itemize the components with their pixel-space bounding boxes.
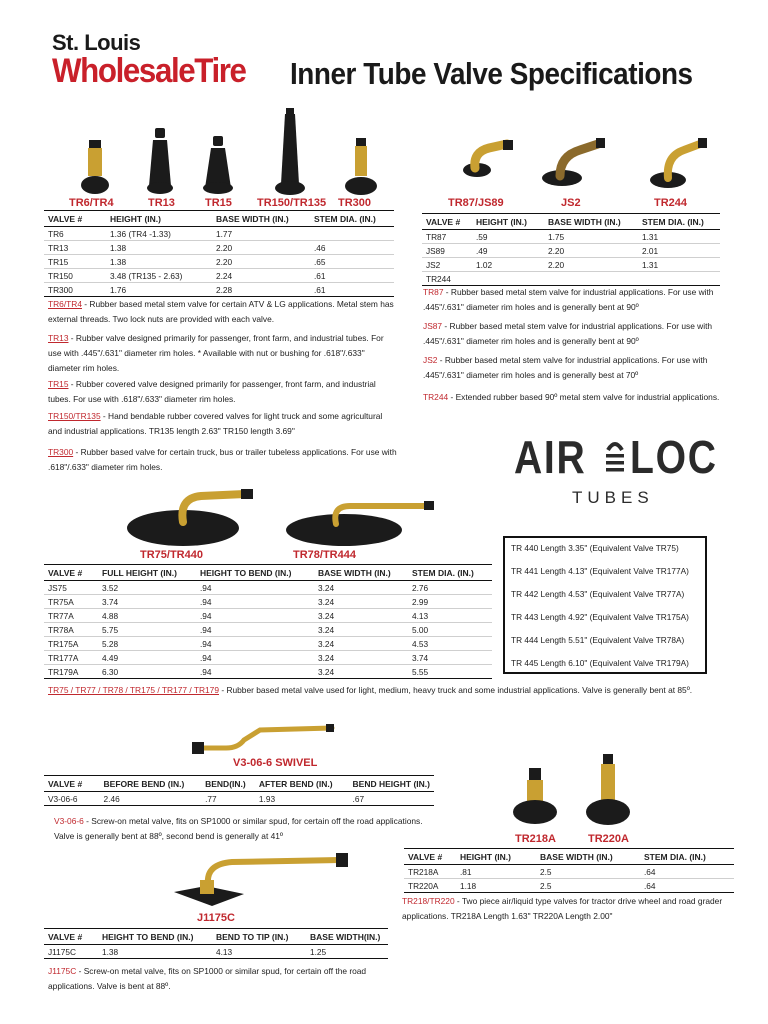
valve-label-tr6: TR6/TR4: [69, 197, 114, 209]
desc-text: - Hand bendable rubber covered valves for light truck and some agricultural and industrial applications. TR135 length 2.63" TR150 length 3.69": [48, 411, 383, 436]
table-row: [44, 581, 492, 595]
desc-text: - Rubber based metal stem valve for industrial applications. For use with .445"/.631" diameter rim holes and is generally bent at 90º: [423, 287, 714, 312]
airloc-item: TR 445 Length 6.10" (Equivalent Valve TR179A): [511, 658, 689, 668]
table-row: [44, 269, 394, 283]
desc-code: V3-06-6: [54, 816, 84, 826]
col-height: HEIGHT (IN.): [106, 211, 212, 227]
airloc-item: TR 441 Length 4.13" (Equivalent Valve TR177A): [511, 566, 689, 576]
table-row: [404, 879, 734, 893]
cell: .94: [196, 637, 314, 651]
airloc-equivalents-box: [503, 536, 707, 674]
cell: .81: [456, 865, 536, 879]
valve-label-tr150: TR150/TR135: [257, 197, 327, 209]
desc-code: TR150/TR135: [48, 411, 101, 421]
airloc-word-left: AIR: [514, 431, 587, 483]
airloc-sub: TUBES: [572, 488, 654, 507]
cell: .94: [196, 651, 314, 665]
tr6-valve-image: [80, 140, 110, 195]
valve-label-j1175c: J1175C: [197, 912, 235, 924]
cell: 3.24: [314, 595, 408, 609]
desc-tr75-group: [48, 683, 738, 698]
desc-code: TR218/TR220: [402, 896, 455, 906]
cell: [310, 227, 394, 241]
col-full-height: FULL HEIGHT (IN.): [98, 565, 196, 581]
cell: TR6: [44, 227, 106, 241]
cell: .64: [640, 865, 734, 879]
desc-code: TR87: [423, 287, 444, 297]
cell: 1.38: [106, 241, 212, 255]
desc-tr13: [48, 331, 393, 376]
col-bend: BEND(IN.): [201, 776, 255, 792]
group6-spec-table: [44, 928, 388, 959]
airloc-item: TR 443 Length 4.92" (Equivalent Valve TR175A): [511, 612, 689, 622]
cell: 5.28: [98, 637, 196, 651]
col-stem-dia: STEM DIA. (IN.): [310, 211, 394, 227]
cell: V3-06-6: [44, 792, 100, 806]
table-row: [44, 595, 492, 609]
cell: 5.55: [408, 665, 492, 679]
tr218a-valve-image: [512, 768, 558, 828]
tr220a-valve-image: [585, 754, 631, 828]
cell: TR87: [422, 230, 472, 244]
col-height: HEIGHT (IN.): [456, 849, 536, 865]
table-row: [422, 244, 720, 258]
col-stem-dia: STEM DIA. (IN.): [640, 849, 734, 865]
cell: 2.46: [100, 792, 202, 806]
cell: 3.24: [314, 581, 408, 595]
cell: TR75A: [44, 595, 98, 609]
group5-spec-table: [404, 848, 734, 893]
cell: 2.24: [212, 269, 310, 283]
tr78-valve-image: [286, 500, 436, 548]
cell: .49: [472, 244, 544, 258]
cell: TR179A: [44, 665, 98, 679]
cell: TR220A: [404, 879, 456, 893]
table-row: [44, 651, 492, 665]
cell: 3.24: [314, 609, 408, 623]
desc-text: - Screw-on metal valve, fits on SP1000 or similar spud, for certain off the road applications. Valve is generally bent at 88º, second bend is generally at 41º: [54, 816, 423, 841]
cell: 1.31: [638, 258, 720, 272]
cell: [638, 272, 720, 286]
cell: 3.24: [314, 665, 408, 679]
valve-label-js2: JS2: [561, 197, 581, 209]
col-valve: VALVE #: [404, 849, 456, 865]
table-row: [422, 258, 720, 272]
group4-spec-table: [44, 775, 434, 806]
desc-text: - Screw-on metal valve, fits on SP1000 or similar spud, for certain off the road applications. Valve is bent at 88º.: [48, 966, 367, 991]
cell: .61: [310, 269, 394, 283]
desc-text: - Two piece air/liquid type valves for tractor drive wheel and road grader applications. TR218A Length 1.63" TR220A Length 2.00": [402, 896, 723, 921]
desc-code: JS87: [423, 321, 443, 331]
cell: TR175A: [44, 637, 98, 651]
cell: TR177A: [44, 651, 98, 665]
table-row: [422, 272, 720, 286]
cell: 4.13: [408, 609, 492, 623]
cell: 4.53: [408, 637, 492, 651]
valve-label-tr220a: TR220A: [588, 833, 629, 845]
page-title: Inner Tube Valve Specifications: [290, 56, 693, 91]
j1175c-valve-image: [172, 850, 352, 910]
desc-code: TR75 / TR77 / TR78 / TR175 / TR177 / TR179: [48, 685, 219, 695]
cell: [544, 272, 638, 286]
col-valve: VALVE #: [44, 929, 98, 945]
cell: TR244: [422, 272, 472, 286]
desc-tr87: [423, 285, 723, 315]
desc-code: TR6/TR4: [48, 299, 82, 309]
desc-tr300: [48, 445, 398, 475]
group3-spec-table: [44, 564, 492, 679]
airloc-item: TR 440 Length 3.35" (Equivalent Valve TR75): [511, 543, 679, 553]
valve-label-tr244: TR244: [654, 197, 688, 209]
table-row: [44, 609, 492, 623]
col-valve: VALVE #: [44, 776, 100, 792]
col-base-width: BASE WIDTH (IN.): [212, 211, 310, 227]
cell: 5.75: [98, 623, 196, 637]
cell: 1.93: [255, 792, 349, 806]
desc-text: - Rubber based metal valve used for light, medium, heavy truck and some industrial applications. Valve is generally bent at 85º.: [219, 685, 693, 695]
desc-tr15: [48, 377, 388, 407]
cell: 1.77: [212, 227, 310, 241]
col-after-bend: AFTER BEND (IN.): [255, 776, 349, 792]
cell: 2.76: [408, 581, 492, 595]
desc-tr150: [48, 409, 393, 439]
cell: 1.38: [98, 945, 212, 959]
desc-text: - Rubber valve designed primarily for passenger, front farm, and industrial tubes. For use with .445"/.631" diameter rim holes. * Available with nut or bushing for .618"/.633" diameter rim holes.: [48, 333, 384, 373]
cell: 6.30: [98, 665, 196, 679]
cell: .94: [196, 581, 314, 595]
cell: 5.00: [408, 623, 492, 637]
cell: 2.20: [544, 244, 638, 258]
cell: [472, 272, 544, 286]
cell: TR13: [44, 241, 106, 255]
cell: 3.24: [314, 651, 408, 665]
cell: 1.25: [306, 945, 388, 959]
desc-text: - Rubber covered valve designed primarily for passenger, front farm, and industrial tubes. For use with .618"/.633" diameter rim holes.: [48, 379, 376, 404]
desc-text: - Rubber based metal stem valve for industrial applications. For use with .445"/.631" diameter rim holes and is generally bent at 90º: [423, 321, 713, 346]
cell: 4.13: [212, 945, 306, 959]
valve-label-tr15: TR15: [205, 197, 232, 209]
table-row: [44, 283, 394, 297]
logo-brand: WholesaleTire: [52, 52, 246, 90]
tr13-valve-image: [147, 128, 173, 194]
desc-tr218: [402, 894, 732, 924]
cell: 2.99: [408, 595, 492, 609]
col-bend-to-tip: BEND TO TIP (IN.): [212, 929, 306, 945]
tr300-valve-image: [345, 138, 377, 196]
col-valve: VALVE #: [44, 211, 106, 227]
cell: 1.31: [638, 230, 720, 244]
tr75-valve-image: [127, 488, 255, 548]
col-stem-dia: STEM DIA. (IN.): [638, 214, 720, 230]
desc-js87: [423, 319, 723, 349]
cell: .77: [201, 792, 255, 806]
cell: .94: [196, 595, 314, 609]
cell: 1.36 (TR4 -1.33): [106, 227, 212, 241]
cell: .94: [196, 609, 314, 623]
cell: .67: [349, 792, 434, 806]
desc-tr6: [48, 297, 398, 327]
table-row: [44, 227, 394, 241]
tr244-valve-image: [650, 138, 710, 190]
cell: .59: [472, 230, 544, 244]
desc-code: TR15: [48, 379, 69, 389]
cell: .94: [196, 623, 314, 637]
js2-valve-image: [540, 138, 606, 188]
airloc-word-right: LOC: [630, 431, 718, 483]
cell: .65: [310, 255, 394, 269]
valve-label-v3: V3-06-6 SWIVEL: [233, 757, 318, 769]
col-height: HEIGHT (IN.): [472, 214, 544, 230]
cell: 1.18: [456, 879, 536, 893]
cell: 2.5: [536, 879, 640, 893]
col-valve: VALVE #: [44, 565, 98, 581]
desc-js2: [423, 353, 723, 383]
desc-code: TR300: [48, 447, 74, 457]
col-stem-dia: STEM DIA. (IN.): [408, 565, 492, 581]
table-row: [44, 665, 492, 679]
cell: .64: [640, 879, 734, 893]
desc-text: - Rubber based valve for certain truck, bus or trailer tubeless applications. For use with .618"/.633" diameter rim holes.: [48, 447, 397, 472]
table-row: [44, 623, 492, 637]
tr15-valve-image: [203, 136, 233, 194]
tr87-valve-image: [455, 140, 515, 180]
group1-spec-table: [44, 210, 394, 297]
col-before-bend: BEFORE BEND (IN.): [100, 776, 202, 792]
cell: J1175C: [44, 945, 98, 959]
valve-label-tr87: TR87/JS89: [448, 197, 504, 209]
cell: 1.75: [544, 230, 638, 244]
cell: .94: [196, 665, 314, 679]
col-height-to-bend: HEIGHT TO BEND (IN.): [196, 565, 314, 581]
valve-label-tr218a: TR218A: [515, 833, 556, 845]
cell: TR150: [44, 269, 106, 283]
table-row: [44, 637, 492, 651]
cell: 1.02: [472, 258, 544, 272]
cell: 2.01: [638, 244, 720, 258]
table-row: [44, 792, 434, 806]
desc-code: J1175C: [48, 966, 77, 976]
col-valve: VALVE #: [422, 214, 472, 230]
airloc-logo: [512, 430, 718, 515]
cell: 2.20: [212, 241, 310, 255]
col-base-width: BASE WIDTH(IN.): [306, 929, 388, 945]
desc-tr244: [423, 390, 723, 405]
valve-label-tr75: TR75/TR440: [140, 549, 203, 561]
table-row: [44, 945, 388, 959]
desc-code: TR13: [48, 333, 69, 343]
cell: 4.49: [98, 651, 196, 665]
desc-code: TR244: [423, 392, 449, 402]
logo-city: St. Louis: [52, 30, 141, 55]
desc-text: - Rubber based metal stem valve for industrial applications. For use with .445"/.631" diameter rim holes and is generally best at 70º: [423, 355, 708, 380]
valve-stem-icon: [604, 436, 626, 476]
cell: 1.38: [106, 255, 212, 269]
valve-label-tr300: TR300: [338, 197, 372, 209]
cell: 4.88: [98, 609, 196, 623]
cell: TR300: [44, 283, 106, 297]
cell: 3.48 (TR135 - 2.63): [106, 269, 212, 283]
desc-v3: [54, 814, 434, 844]
cell: TR78A: [44, 623, 98, 637]
cell: 3.24: [314, 637, 408, 651]
cell: 2.20: [212, 255, 310, 269]
desc-j1175c: [48, 964, 398, 994]
col-bend-height: BEND HEIGHT (IN.): [349, 776, 434, 792]
cell: .61: [310, 283, 394, 297]
col-base-width: BASE WIDTH (IN.): [314, 565, 408, 581]
desc-text: - Rubber based metal stem valve for certain ATV & LG applications. Metal stem has external threads. Two lock nuts are provided with each valve.: [48, 299, 394, 324]
cell: 3.52: [98, 581, 196, 595]
cell: 2.5: [536, 865, 640, 879]
table-row: [404, 865, 734, 879]
col-base-width: BASE WIDTH (IN.): [544, 214, 638, 230]
airloc-item: TR 442 Length 4.53" (Equivalent Valve TR77A): [511, 589, 685, 599]
cell: JS89: [422, 244, 472, 258]
cell: 3.74: [98, 595, 196, 609]
cell: 2.20: [544, 258, 638, 272]
table-row: [44, 255, 394, 269]
valve-label-tr13: TR13: [148, 197, 175, 209]
tr150-valve-image: [275, 108, 305, 196]
cell: 3.24: [314, 623, 408, 637]
cell: 3.74: [408, 651, 492, 665]
cell: TR77A: [44, 609, 98, 623]
airloc-item: TR 444 Length 5.51" (Equivalent Valve TR78A): [511, 635, 685, 645]
cell: TR218A: [404, 865, 456, 879]
cell: JS2: [422, 258, 472, 272]
col-height-to-bend: HEIGHT TO BEND (IN.): [98, 929, 212, 945]
table-row: [44, 241, 394, 255]
group2-spec-table: [422, 213, 720, 286]
v3-swivel-valve-image: [186, 722, 336, 758]
cell: TR15: [44, 255, 106, 269]
col-base-width: BASE WIDTH (IN.): [536, 849, 640, 865]
valve-label-tr78: TR78/TR444: [293, 549, 356, 561]
cell: 1.76: [106, 283, 212, 297]
cell: 2.28: [212, 283, 310, 297]
table-row: [422, 230, 720, 244]
cell: .46: [310, 241, 394, 255]
cell: JS75: [44, 581, 98, 595]
desc-code: JS2: [423, 355, 438, 365]
desc-text: - Extended rubber based 90º metal stem valve for industrial applications.: [448, 392, 720, 402]
